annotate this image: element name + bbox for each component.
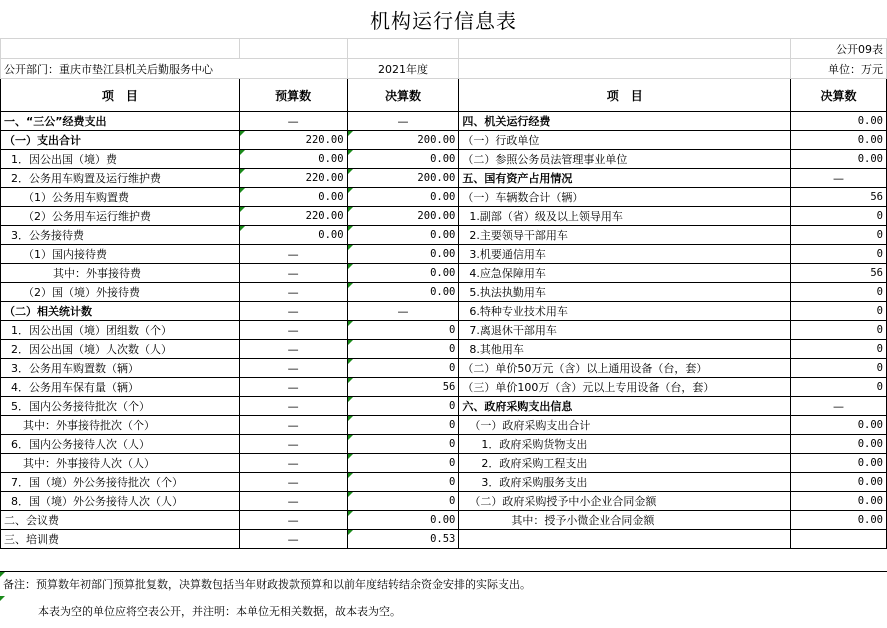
final-right-cell[interactable]: 0.00 bbox=[791, 511, 887, 530]
item-right-cell[interactable]: （二）参照公务员法管理事业单位 bbox=[459, 150, 791, 169]
final-left-cell[interactable]: 0.53 bbox=[347, 530, 459, 549]
item-right-cell[interactable]: 8.其他用车 bbox=[459, 340, 791, 359]
table-row bbox=[1, 359, 887, 378]
table-row bbox=[1, 511, 887, 530]
item-left-cell[interactable]: 2．因公出国（境）人次数（人） bbox=[1, 340, 240, 359]
final-right-cell[interactable]: 0 bbox=[791, 207, 887, 226]
table-title: 机构运行信息表 bbox=[0, 0, 887, 39]
item-left-cell[interactable]: 4．公务用车保有量（辆） bbox=[1, 378, 240, 397]
item-left-cell[interactable]: （二）相关统计数 bbox=[1, 302, 240, 321]
final-left-cell[interactable]: 0 bbox=[347, 435, 459, 454]
budget-cell[interactable]: — bbox=[239, 321, 347, 340]
final-left-cell[interactable]: 200.00 bbox=[347, 169, 459, 188]
item-right-cell[interactable]: 2．政府采购工程支出 bbox=[459, 454, 791, 473]
budget-cell[interactable]: 220.00 bbox=[239, 131, 347, 150]
item-left-cell[interactable]: （1）国内接待费 bbox=[1, 245, 240, 264]
final-left-cell[interactable]: 0.00 bbox=[347, 150, 459, 169]
budget-cell[interactable]: — bbox=[239, 397, 347, 416]
final-right-cell[interactable]: 56 bbox=[791, 264, 887, 283]
table-row bbox=[1, 321, 887, 340]
item-left-cell[interactable]: 1．因公出国（境）团组数（个） bbox=[1, 321, 240, 340]
budget-cell[interactable]: — bbox=[239, 435, 347, 454]
item-right-cell[interactable]: 5.执法执勤用车 bbox=[459, 283, 791, 302]
final-left-cell[interactable]: 0 bbox=[347, 492, 459, 511]
form-number[interactable]: 公开09表 bbox=[791, 39, 887, 59]
table-row bbox=[1, 378, 887, 397]
final-left-cell[interactable]: — bbox=[347, 302, 459, 321]
final-right-cell[interactable]: 0.00 bbox=[791, 416, 887, 435]
final-right-cell[interactable]: 0 bbox=[791, 283, 887, 302]
budget-cell[interactable]: 0.00 bbox=[239, 150, 347, 169]
final-right-cell[interactable]: 0 bbox=[791, 245, 887, 264]
department-label[interactable]: 公开部门：重庆市垫江县机关后勤服务中心 bbox=[1, 59, 348, 79]
final-left-cell[interactable]: 56 bbox=[347, 378, 459, 397]
header-final-left[interactable]: 决算数 bbox=[347, 79, 459, 112]
item-left-cell[interactable]: 3．公务接待费 bbox=[1, 226, 240, 245]
final-left-cell[interactable]: 0.00 bbox=[347, 511, 459, 530]
table-row bbox=[1, 416, 887, 435]
budget-cell[interactable]: — bbox=[239, 283, 347, 302]
final-left-cell[interactable]: 0 bbox=[347, 473, 459, 492]
blank-cell[interactable] bbox=[459, 59, 791, 79]
item-right-cell[interactable]: 1．政府采购货物支出 bbox=[459, 435, 791, 454]
blank-cell[interactable] bbox=[347, 39, 459, 59]
table-row bbox=[1, 530, 887, 549]
item-right-cell[interactable]: （一）车辆数合计（辆） bbox=[459, 188, 791, 207]
final-right-cell[interactable]: 0.00 bbox=[791, 112, 887, 131]
table-row bbox=[1, 169, 887, 188]
header-budget[interactable]: 预算数 bbox=[239, 79, 347, 112]
table-row bbox=[1, 112, 887, 131]
item-right-cell[interactable]: 7.离退休干部用车 bbox=[459, 321, 791, 340]
item-right-cell[interactable] bbox=[459, 530, 791, 549]
remark-note[interactable]: 备注：预算数年初部门预算批复数，决算数包括当年财政拨款预算和以前年度结转结余资金安排的实际支出。 bbox=[0, 571, 887, 595]
final-right-cell[interactable]: 0.00 bbox=[791, 454, 887, 473]
table-row bbox=[1, 435, 887, 454]
final-right-cell[interactable]: 0 bbox=[791, 359, 887, 378]
item-right-cell[interactable]: 四、机关运行经费 bbox=[459, 112, 791, 131]
final-left-cell[interactable]: — bbox=[347, 112, 459, 131]
final-left-cell[interactable]: 200.00 bbox=[347, 207, 459, 226]
item-right-cell[interactable]: （二）政府采购授予中小企业合同金额 bbox=[459, 492, 791, 511]
budget-cell[interactable]: — bbox=[239, 492, 347, 511]
item-right-cell[interactable]: 6.特种专业技术用车 bbox=[459, 302, 791, 321]
table-row bbox=[1, 473, 887, 492]
item-left-cell[interactable]: 5．国内公务接待批次（个） bbox=[1, 397, 240, 416]
final-left-cell[interactable]: 0.00 bbox=[347, 283, 459, 302]
table-row bbox=[1, 264, 887, 283]
item-left-cell[interactable]: （2）公务用车运行维护费 bbox=[1, 207, 240, 226]
budget-cell[interactable]: — bbox=[239, 511, 347, 530]
item-right-cell[interactable]: 五、国有资产占用情况 bbox=[459, 169, 791, 188]
item-left-cell[interactable]: （1）公务用车购置费 bbox=[1, 188, 240, 207]
item-left-cell[interactable]: 7．国（境）外公务接待批次（个） bbox=[1, 473, 240, 492]
budget-cell[interactable]: — bbox=[239, 264, 347, 283]
final-right-cell[interactable]: 0.00 bbox=[791, 492, 887, 511]
final-left-cell[interactable]: 200.00 bbox=[347, 131, 459, 150]
blank-cell[interactable] bbox=[239, 39, 347, 59]
final-right-cell[interactable]: — bbox=[791, 397, 887, 416]
final-right-cell[interactable]: 0 bbox=[791, 378, 887, 397]
table-row bbox=[1, 245, 887, 264]
final-left-cell[interactable]: 0 bbox=[347, 397, 459, 416]
empty-table-note[interactable]: 本表为空的单位应将空表公开，并注明：本单位无相关数据，故本表为空。 bbox=[0, 596, 887, 626]
info-table bbox=[0, 38, 887, 549]
item-left-cell[interactable]: 一、“三公”经费支出 bbox=[1, 112, 240, 131]
final-left-cell[interactable]: 0 bbox=[347, 340, 459, 359]
final-right-cell[interactable]: — bbox=[791, 169, 887, 188]
item-left-cell[interactable]: 3．公务用车购置数（辆） bbox=[1, 359, 240, 378]
final-right-cell[interactable]: 0.00 bbox=[791, 150, 887, 169]
final-left-cell[interactable]: 0.00 bbox=[347, 245, 459, 264]
final-left-cell[interactable]: 0 bbox=[347, 416, 459, 435]
budget-cell[interactable]: — bbox=[239, 530, 347, 549]
item-right-cell[interactable]: 1.副部（省）级及以上领导用车 bbox=[459, 207, 791, 226]
item-right-cell[interactable]: 六、政府采购支出信息 bbox=[459, 397, 791, 416]
blank-cell[interactable] bbox=[1, 39, 240, 59]
budget-cell[interactable]: — bbox=[239, 359, 347, 378]
item-left-cell[interactable]: 6．国内公务接待人次（人） bbox=[1, 435, 240, 454]
table-row bbox=[1, 302, 887, 321]
final-right-cell[interactable]: 0 bbox=[791, 321, 887, 340]
final-left-cell[interactable]: 0.00 bbox=[347, 226, 459, 245]
item-right-cell[interactable]: 3.机要通信用车 bbox=[459, 245, 791, 264]
budget-cell[interactable]: — bbox=[239, 340, 347, 359]
item-left-cell[interactable]: 其中：外事接待人次（人） bbox=[1, 454, 240, 473]
fiscal-year[interactable]: 2021年度 bbox=[347, 59, 459, 79]
blank-cell[interactable] bbox=[459, 39, 791, 59]
budget-cell[interactable]: — bbox=[239, 112, 347, 131]
final-right-cell[interactable] bbox=[791, 530, 887, 549]
budget-cell[interactable]: — bbox=[239, 473, 347, 492]
header-item-right[interactable]: 项 目 bbox=[459, 79, 791, 112]
budget-cell[interactable]: 220.00 bbox=[239, 169, 347, 188]
item-right-cell[interactable]: （一）行政单位 bbox=[459, 131, 791, 150]
budget-cell[interactable]: — bbox=[239, 416, 347, 435]
table-row bbox=[1, 150, 887, 169]
table-row bbox=[1, 492, 887, 511]
item-left-cell[interactable]: 2．公务用车购置及运行维护费 bbox=[1, 169, 240, 188]
table-row bbox=[1, 188, 887, 207]
table-row bbox=[1, 340, 887, 359]
final-right-cell[interactable]: 0.00 bbox=[791, 435, 887, 454]
item-right-cell[interactable]: （一）政府采购支出合计 bbox=[459, 416, 791, 435]
item-left-cell[interactable]: 8．国（境）外公务接待人次（人） bbox=[1, 492, 240, 511]
budget-cell[interactable]: 220.00 bbox=[239, 207, 347, 226]
final-left-cell[interactable]: 0.00 bbox=[347, 188, 459, 207]
final-left-cell[interactable]: 0 bbox=[347, 321, 459, 340]
item-left-cell[interactable]: 1．因公出国（境）费 bbox=[1, 150, 240, 169]
item-right-cell[interactable]: 2.主要领导干部用车 bbox=[459, 226, 791, 245]
budget-cell[interactable]: — bbox=[239, 454, 347, 473]
final-right-cell[interactable]: 0 bbox=[791, 226, 887, 245]
final-left-cell[interactable]: 0.00 bbox=[347, 264, 459, 283]
item-left-cell[interactable]: 三、培训费 bbox=[1, 530, 240, 549]
item-left-cell[interactable]: 二、会议费 bbox=[1, 511, 240, 530]
final-left-cell[interactable]: 0 bbox=[347, 454, 459, 473]
item-left-cell[interactable]: （2）国（境）外接待费 bbox=[1, 283, 240, 302]
item-right-cell[interactable]: 其中：授予小微企业合同金额 bbox=[459, 511, 791, 530]
table-row bbox=[1, 131, 887, 150]
budget-cell[interactable]: — bbox=[239, 302, 347, 321]
item-right-cell[interactable]: 4.应急保障用车 bbox=[459, 264, 791, 283]
final-right-cell[interactable]: 0.00 bbox=[791, 473, 887, 492]
table-row bbox=[1, 454, 887, 473]
item-right-cell[interactable]: （二）单价50万元（含）以上通用设备（台，套） bbox=[459, 359, 791, 378]
table-row bbox=[1, 283, 887, 302]
budget-cell[interactable]: 0.00 bbox=[239, 226, 347, 245]
final-right-cell[interactable]: 0 bbox=[791, 302, 887, 321]
item-left-cell[interactable]: （一）支出合计 bbox=[1, 131, 240, 150]
item-right-cell[interactable]: （三）单价100万（含）元以上专用设备（台，套） bbox=[459, 378, 791, 397]
header-item-left[interactable]: 项 目 bbox=[1, 79, 240, 112]
budget-cell[interactable]: — bbox=[239, 378, 347, 397]
item-left-cell[interactable]: 其中：外事接待费 bbox=[1, 264, 240, 283]
item-right-cell[interactable]: 3．政府采购服务支出 bbox=[459, 473, 791, 492]
item-left-cell[interactable]: 其中：外事接待批次（个） bbox=[1, 416, 240, 435]
budget-cell[interactable]: 0.00 bbox=[239, 188, 347, 207]
final-left-cell[interactable]: 0 bbox=[347, 359, 459, 378]
header-final-right[interactable]: 决算数 bbox=[791, 79, 887, 112]
table-row bbox=[1, 207, 887, 226]
final-right-cell[interactable]: 56 bbox=[791, 188, 887, 207]
budget-cell[interactable]: — bbox=[239, 245, 347, 264]
table-row bbox=[1, 397, 887, 416]
final-right-cell[interactable]: 0 bbox=[791, 340, 887, 359]
table-row bbox=[1, 226, 887, 245]
unit-label[interactable]: 单位：万元 bbox=[791, 59, 887, 79]
final-right-cell[interactable]: 0.00 bbox=[791, 131, 887, 150]
